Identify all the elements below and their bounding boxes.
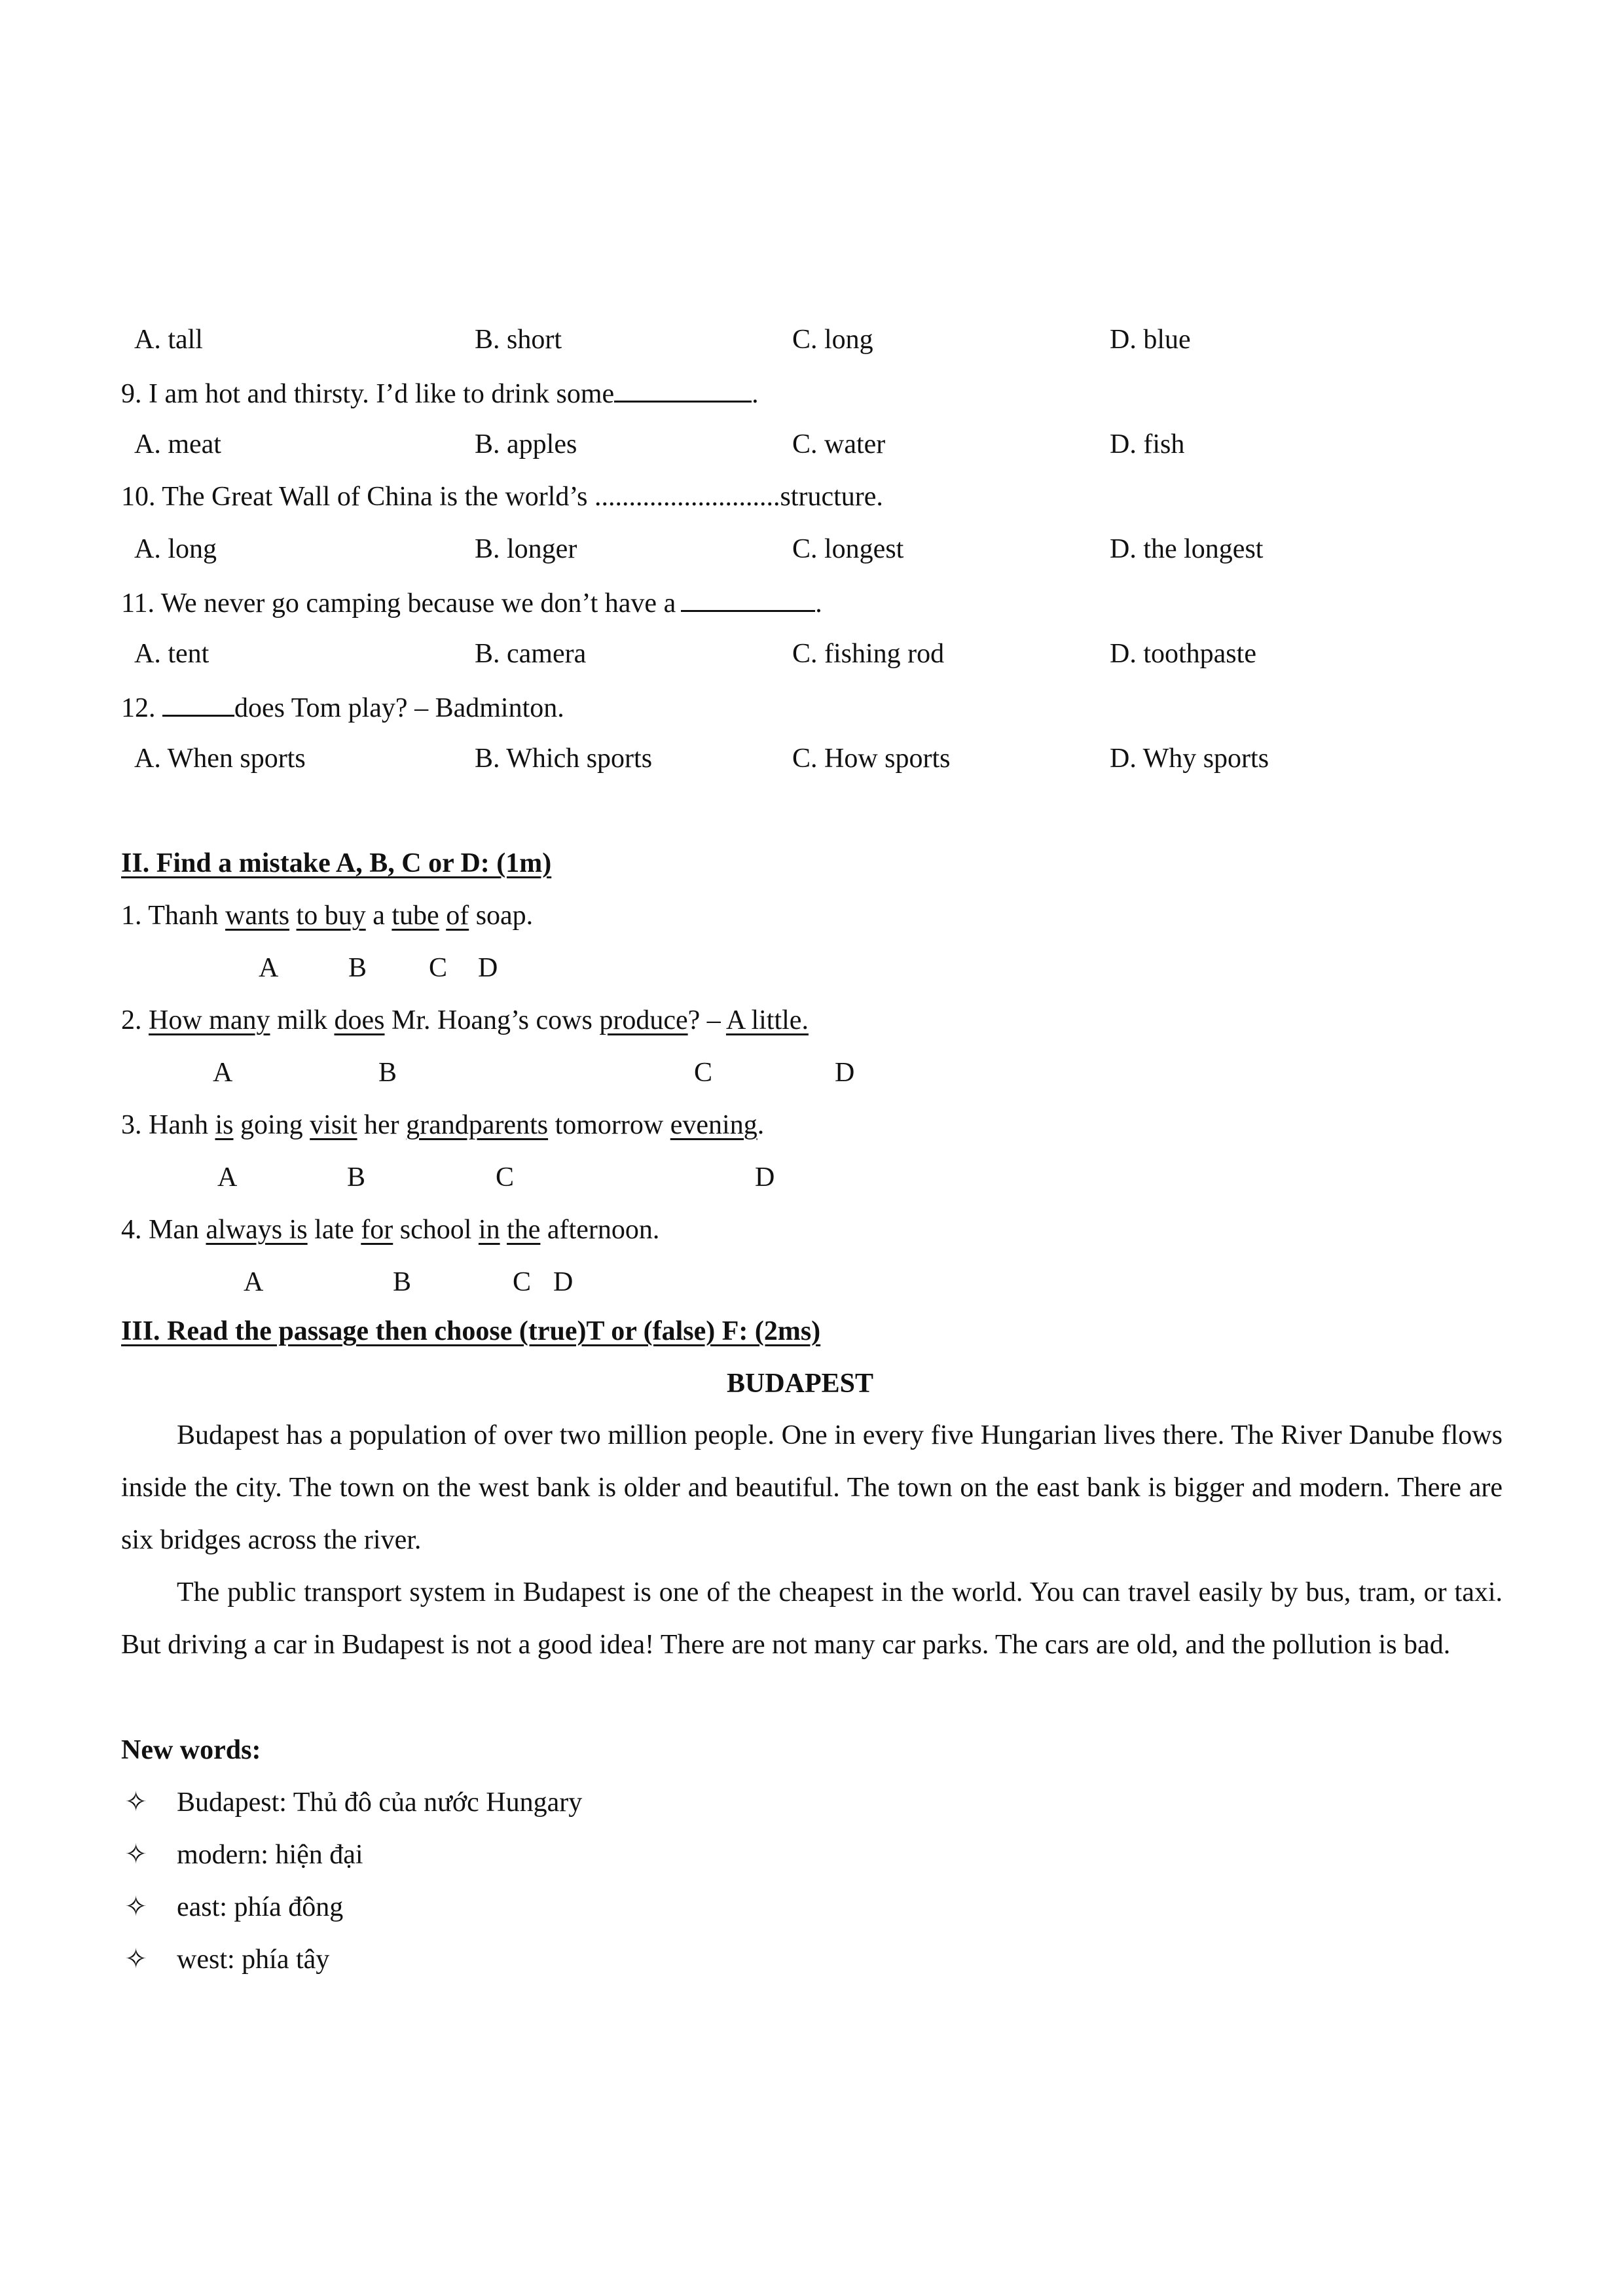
- underlined-option-a: How many: [149, 1005, 270, 1035]
- q10-option-d: D. the longest: [1110, 534, 1264, 564]
- letter-d: D: [755, 1162, 775, 1193]
- letter-a: A: [244, 1267, 264, 1297]
- sentence-word: soap.: [475, 901, 534, 931]
- diamond-bullet-icon: ✧: [124, 1787, 148, 1818]
- question-10: [121, 483, 883, 511]
- q11-option-d: D. toothpaste: [1110, 639, 1256, 669]
- sentence-word: Mr. Hoang’s cows: [392, 1005, 593, 1035]
- sentence-word: going: [240, 1110, 303, 1140]
- letter-b: B: [393, 1267, 412, 1297]
- letter-a: A: [213, 1058, 233, 1088]
- q10-option-a: A. long: [134, 534, 217, 564]
- sentence-word: Man: [149, 1215, 199, 1245]
- question-stem: The Great Wall of China is the world’s: [162, 482, 588, 512]
- question-stem: We never go camping because we don’t have a: [160, 588, 676, 619]
- answer-blank: [681, 588, 815, 612]
- sentence-word: tomorrow: [555, 1110, 664, 1140]
- underlined-option-d: A little.: [725, 1005, 809, 1035]
- section-2-heading: II. Find a mistake A, B, C or D: (1m): [121, 848, 552, 878]
- underlined-option-c: in: [478, 1215, 500, 1245]
- question-number: 9.: [121, 379, 142, 409]
- sentence-word: .: [757, 1110, 765, 1140]
- q12-option-d: D. Why sports: [1110, 744, 1269, 774]
- sentence-word: milk: [276, 1005, 327, 1035]
- q12-option-c: C. How sports: [792, 744, 951, 774]
- q11-option-a: A. tent: [134, 639, 210, 669]
- question-12: [121, 692, 564, 722]
- q8-option-b: B. short: [475, 325, 562, 355]
- question-number: 10.: [121, 482, 156, 512]
- new-words-label: New words:: [121, 1735, 261, 1765]
- new-word-item: [124, 1789, 582, 1816]
- section-3-heading: III. Read the passage then choose (true)T or (false) F: (2ms): [121, 1316, 821, 1346]
- q10-option-c: C. longest: [792, 534, 904, 564]
- diamond-bullet-icon: ✧: [124, 1840, 148, 1870]
- sentence-number: 1.: [121, 901, 142, 931]
- letter-c: C: [694, 1058, 713, 1088]
- underlined-option-a: wants: [225, 901, 290, 931]
- sentence-word: ? –: [687, 1005, 721, 1035]
- passage-paragraph-2: [121, 1566, 1503, 1671]
- letter-d: D: [835, 1058, 855, 1088]
- mistake-sentence-2: [121, 1007, 809, 1034]
- question-end: structure.: [780, 482, 883, 512]
- dotted-blank: ...........................: [594, 482, 780, 512]
- question-11: [121, 588, 822, 617]
- new-word-text: east: phía đông: [177, 1892, 344, 1922]
- sentence-number: 4.: [121, 1215, 142, 1245]
- underlined-option-d: evening: [670, 1110, 757, 1140]
- underlined-option-c: tube: [392, 901, 439, 931]
- answer-blank: [162, 692, 234, 717]
- underlined-option-c: produce: [599, 1005, 688, 1035]
- underlined-option-b: visit: [310, 1110, 357, 1140]
- q9-option-c: C. water: [792, 429, 886, 459]
- q12-option-b: B. Which sports: [475, 744, 653, 774]
- new-word-text: west: phía tây: [177, 1945, 330, 1975]
- sentence-word: a: [373, 901, 385, 931]
- letter-c: C: [496, 1162, 515, 1193]
- passage-title: BUDAPEST: [727, 1369, 874, 1399]
- sentence-word: Hanh: [149, 1110, 208, 1140]
- underlined-option-b: to buy: [296, 901, 366, 931]
- q10-option-b: B. longer: [475, 534, 577, 564]
- underlined-option-b: for: [361, 1215, 393, 1245]
- q8-option-d: D. blue: [1110, 325, 1191, 355]
- q8-option-a: A. tall: [134, 325, 203, 355]
- letter-b: B: [348, 953, 367, 983]
- q9-option-d: D. fish: [1110, 429, 1185, 459]
- new-word-text: modern: hiện đại: [177, 1840, 363, 1870]
- letter-a: A: [259, 953, 279, 983]
- underlined-option-d: the: [507, 1215, 541, 1245]
- question-9: [121, 378, 759, 408]
- sentence-word: her: [364, 1110, 399, 1140]
- letter-d: D: [478, 953, 498, 983]
- sentence-word: school: [399, 1215, 472, 1245]
- passage-paragraph-1: [121, 1409, 1503, 1566]
- new-word-text: Budapest: Thủ đô của nước Hungary: [177, 1787, 583, 1818]
- answer-blank: [614, 378, 752, 403]
- underlined-option-b: does: [334, 1005, 385, 1035]
- letter-c: C: [513, 1267, 532, 1297]
- mistake-sentence-1: [121, 902, 533, 929]
- sentence-word: late: [314, 1215, 354, 1245]
- underlined-option-c: grandparents: [406, 1110, 549, 1140]
- diamond-bullet-icon: ✧: [124, 1892, 148, 1922]
- letter-d: D: [553, 1267, 574, 1297]
- q11-option-c: C. fishing rod: [792, 639, 945, 669]
- question-stem: does Tom play? – Badminton.: [234, 693, 564, 723]
- question-end: .: [815, 588, 822, 619]
- q9-option-b: B. apples: [475, 429, 577, 459]
- underlined-option-a: always is: [206, 1215, 308, 1245]
- q11-option-b: B. camera: [475, 639, 587, 669]
- q12-option-a: A. When sports: [134, 744, 306, 774]
- underlined-option-a: is: [215, 1110, 234, 1140]
- question-end: .: [752, 379, 759, 409]
- new-word-item: [124, 1841, 363, 1869]
- question-number: 12.: [121, 693, 156, 723]
- paragraph-text: The public transport system in Budapest is one of the cheapest in the world. You can travel easily by bus, tram, or taxi. But driving a car in Budapest is not a good idea! There are not many car parks. The cars are old, and the pollution is bad.: [121, 1577, 1503, 1660]
- letter-a: A: [217, 1162, 238, 1193]
- sentence-word: Thanh: [148, 901, 219, 931]
- sentence-number: 3.: [121, 1110, 142, 1140]
- q8-option-c: C. long: [792, 325, 873, 355]
- underlined-option-d: of: [446, 901, 469, 931]
- letter-c: C: [429, 953, 448, 983]
- mistake-sentence-3: [121, 1111, 764, 1139]
- new-word-item: [124, 1893, 343, 1921]
- mistake-sentence-4: [121, 1216, 659, 1244]
- diamond-bullet-icon: ✧: [124, 1945, 148, 1975]
- sentence-number: 2.: [121, 1005, 142, 1035]
- new-word-item: [124, 1946, 329, 1973]
- sentence-word: afternoon.: [547, 1215, 660, 1245]
- letter-b: B: [347, 1162, 366, 1193]
- letter-b: B: [378, 1058, 397, 1088]
- question-number: 11.: [121, 588, 155, 619]
- question-stem: I am hot and thirsty. I’d like to drink some: [149, 379, 615, 409]
- paragraph-text: Budapest has a population of over two million people. One in every five Hungarian lives there. The River Danube flows inside the city. The town on the west bank is older and beautiful. The town on the east bank is bigger and modern. There are six bridges across the river.: [121, 1420, 1503, 1555]
- q9-option-a: A. meat: [134, 429, 221, 459]
